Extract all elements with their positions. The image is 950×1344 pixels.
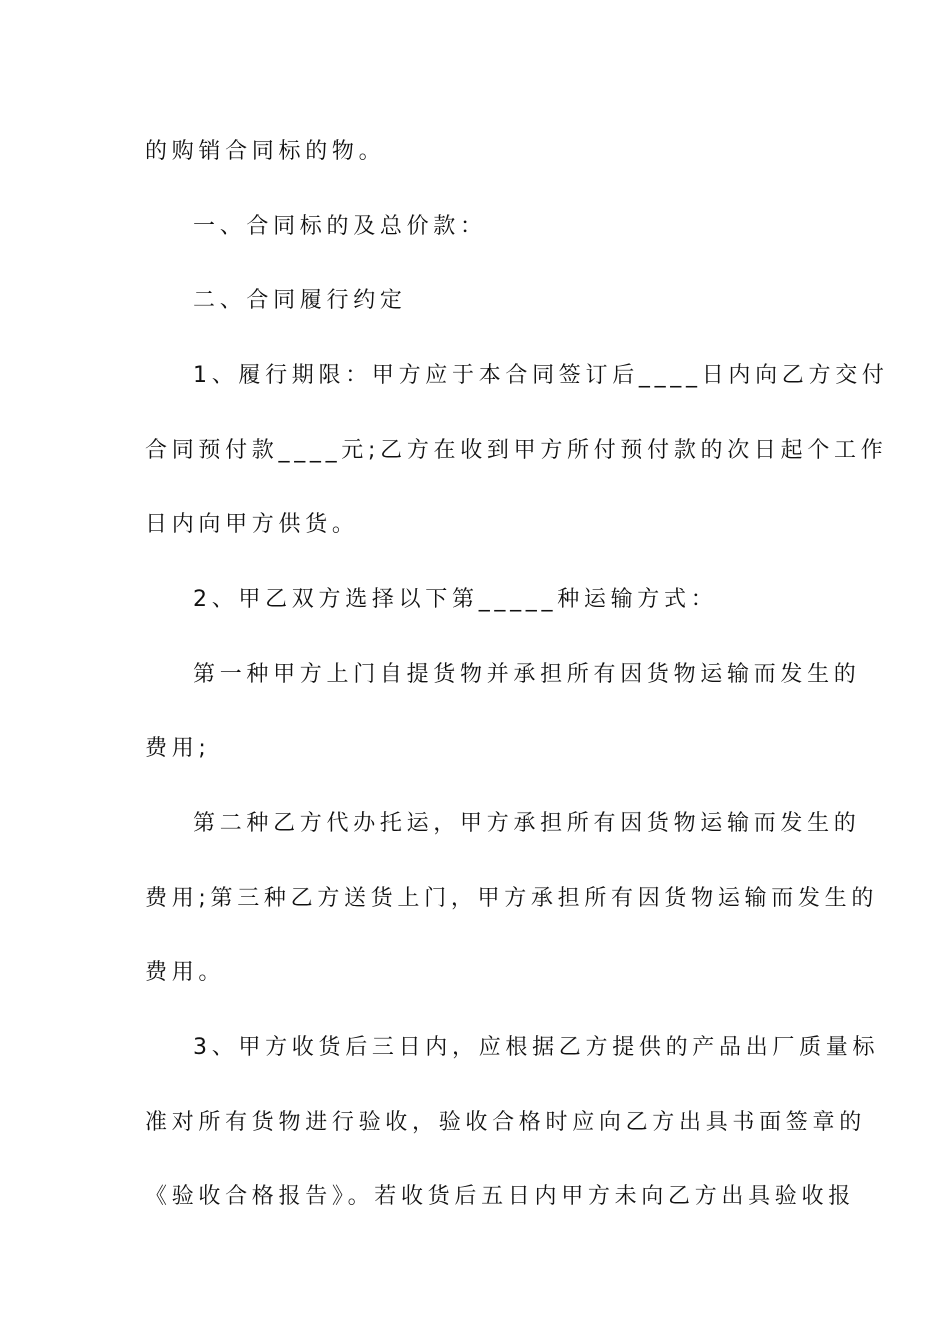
clause-text-line: 3、甲方收货后三日内，应根据乙方提供的产品出厂质量标 <box>193 1035 880 1060</box>
body-text-line: 费用; <box>145 736 211 761</box>
body-text-line: 费用。 <box>145 960 226 985</box>
body-text-line: 日内向甲方供货。 <box>145 512 359 537</box>
clause-text-line: 1、履行期限：甲方应于本合同签订后____日内向乙方交付 <box>193 363 889 388</box>
body-text-line: 费用;第三种乙方送货上门，甲方承担所有因货物运输而发生的 <box>145 886 879 911</box>
clause-text-line: 2、甲乙双方选择以下第_____种运输方式： <box>193 587 718 612</box>
body-text-line: 《验收合格报告》。若收货后五日内甲方未向乙方出具验收报 <box>145 1184 855 1209</box>
body-text-line: 第一种甲方上门自提货物并承担所有因货物运输而发生的 <box>193 662 861 687</box>
section-heading: 一、合同标的及总价款： <box>193 214 487 239</box>
body-text-line: 第二种乙方代办托运，甲方承担所有因货物运输而发生的 <box>193 811 861 836</box>
body-text-line: 准对所有货物进行验收，验收合格时应向乙方出具书面签章的 <box>145 1110 866 1135</box>
body-text-line: 合同预付款____元;乙方在收到甲方所付预付款的次日起个工作 <box>145 438 888 463</box>
body-text-line: 的购销合同标的物。 <box>145 139 386 164</box>
section-heading: 二、合同履行约定 <box>193 288 407 313</box>
